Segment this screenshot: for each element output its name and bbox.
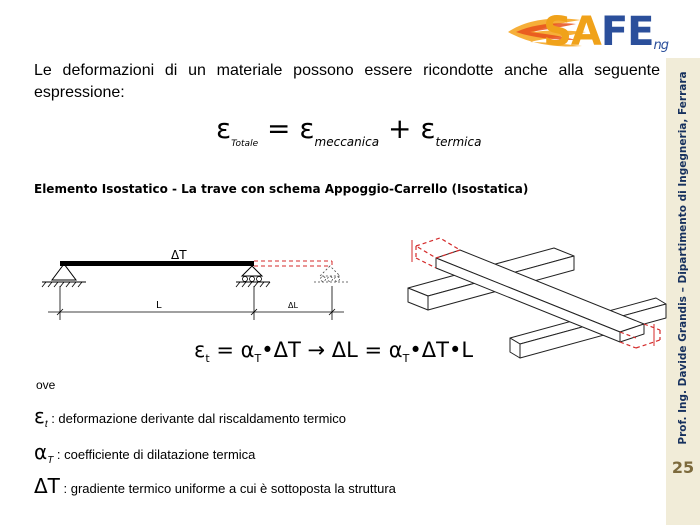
dimension-lines <box>48 286 344 320</box>
elongation-dashed <box>254 261 332 266</box>
definition-strain: $\varepsilon_t$ : deformazione derivante dal riscaldamento termico <box>34 404 347 430</box>
definition-alpha: $\alpha_T$ : coefficiente di dilatazione termica <box>34 440 256 466</box>
section-heading: Elemento Isostatico - La trave con schema Appoggio-Carrello (Isostatica) <box>34 182 529 196</box>
author-credit: Prof. Ing. Davide Grandis – Dipartimento di Ingegneria, Ferrara <box>677 71 689 445</box>
beam <box>60 261 254 266</box>
sidebar <box>666 58 700 460</box>
logo-wordmark: SAFEng <box>543 9 668 55</box>
page-number: 25 <box>671 458 695 477</box>
strain-formula: $\varepsilon_{Totale} = \varepsilon_{meccanica} + \varepsilon_{termica}$ <box>216 112 482 149</box>
length-label: L <box>156 300 162 311</box>
beam-scheme-diagram <box>38 228 382 323</box>
delta-l-label: ΔL <box>288 301 298 310</box>
definition-delta-t: ΔT : gradiente termico uniforme a cui è sottoposta la struttura <box>34 474 396 498</box>
roller-support-icon <box>236 266 270 287</box>
intro-paragraph: Le deformazioni di un materiale possono essere ricondotte anche alla seguente espressione: <box>34 62 660 101</box>
pin-support-icon <box>42 264 86 287</box>
delta-t-label: ΔT <box>171 248 187 262</box>
page-number-box <box>666 454 700 525</box>
ove-label: ove <box>36 378 56 392</box>
safe-logo <box>506 8 676 58</box>
displaced-roller-icon <box>314 266 348 282</box>
thermal-strain-formula: $\varepsilon_t$ = $\alpha_T•\Delta T \to \Delta L$ = $\alpha_T•\Delta T•L$ <box>194 338 474 365</box>
